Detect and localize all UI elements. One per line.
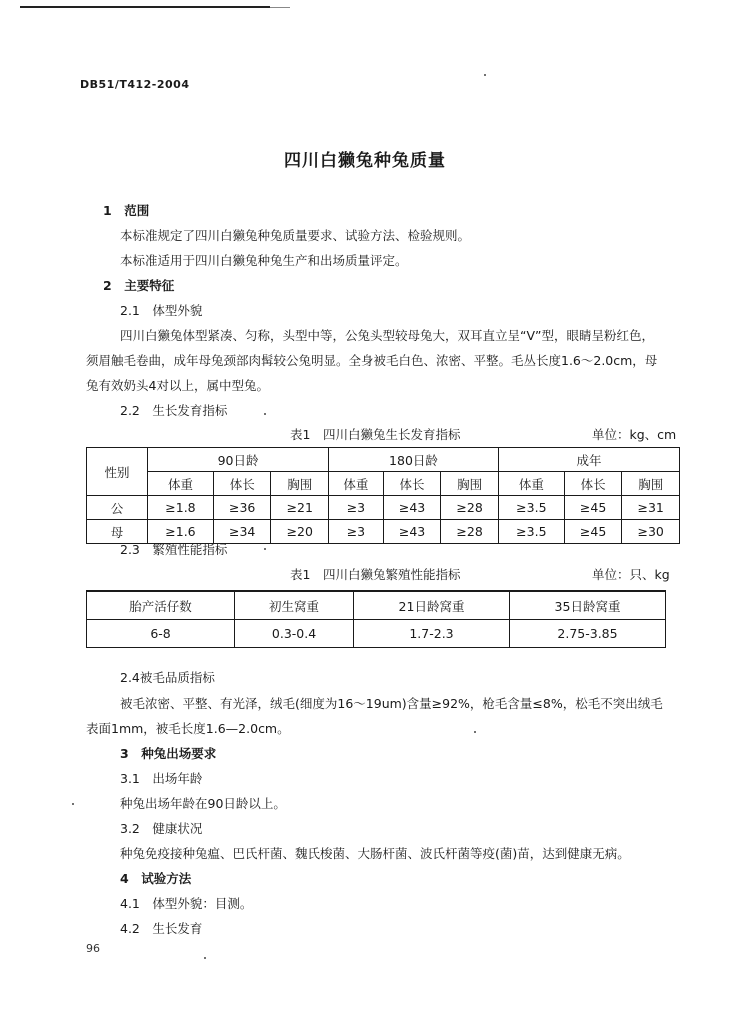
section-2-1-heading: 2.1 体型外貌 <box>120 303 203 318</box>
table-cell: ≥1.8 <box>148 496 214 520</box>
page-number: 96 <box>86 942 100 955</box>
section-3-1-text: 种兔出场年龄在90日龄以上。 <box>120 796 286 811</box>
table-header: 胎产活仔数 <box>87 591 235 620</box>
section-4-2-heading: 4.2 生长发育 <box>120 921 203 936</box>
scan-speck <box>204 957 206 959</box>
table-row-male <box>87 496 680 520</box>
table-subheader: 胸围 <box>622 472 680 496</box>
section-4-heading: 4 试验方法 <box>120 871 192 886</box>
reproduction-index-table <box>86 590 666 648</box>
standard-code: DB51/T412-2004 <box>80 78 190 91</box>
section-2-4-heading: 2.4被毛品质指标 <box>120 670 215 685</box>
table-subheader: 体重 <box>148 472 214 496</box>
table-cell: ≥31 <box>622 496 680 520</box>
table-cell: ≥36 <box>213 496 271 520</box>
table-cell: 1.7-2.3 <box>354 620 510 648</box>
top-rule-thin <box>270 7 290 8</box>
table-header-row <box>87 591 666 620</box>
section-2-4-line-2: 表面1mm，被毛长度1.6—2.0cm。 <box>86 721 290 736</box>
scan-speck <box>264 413 266 415</box>
table-cell: ≥43 <box>383 520 441 544</box>
table-cell: ≥20 <box>271 520 329 544</box>
table-header-row <box>87 448 680 472</box>
section-2-1-line-2: 须眉触毛卷曲，成年母兔颈部肉髯较公兔明显。全身被毛白色、浓密、平整。毛丛长度1.6～2.0cm，母 <box>86 353 658 368</box>
table-header: 初生窝重 <box>235 591 354 620</box>
table-subheader: 体长 <box>383 472 441 496</box>
table-subheader: 体重 <box>329 472 384 496</box>
table-cell: ≥45 <box>564 520 622 544</box>
section-1-heading: 1 范围 <box>103 203 150 218</box>
table-cell: ≥45 <box>564 496 622 520</box>
table-cell: ≥21 <box>271 496 329 520</box>
table-cell: ≥3 <box>329 520 384 544</box>
table-2-caption: 表1 四川白獭兔繁殖性能指标 <box>290 567 461 582</box>
table-header-age-90: 90日龄 <box>148 448 329 472</box>
table-subheader-row <box>87 472 680 496</box>
scan-speck <box>72 803 74 805</box>
table-header: 35日龄窝重 <box>510 591 666 620</box>
table-header-sex: 性别 <box>87 448 148 496</box>
table-subheader: 体重 <box>498 472 564 496</box>
scan-speck <box>474 731 476 733</box>
table-cell: ≥28 <box>441 520 499 544</box>
section-2-1-line-1: 四川白獭兔体型紧凑、匀称，头型中等，公兔头型较母兔大，双耳直立呈“V”型，眼睛呈粉红色， <box>120 328 655 343</box>
table-header: 21日龄窝重 <box>354 591 510 620</box>
table-subheader: 体长 <box>564 472 622 496</box>
table-cell: ≥3.5 <box>498 496 564 520</box>
table-2-unit: 单位：只、kg <box>592 567 670 582</box>
section-3-2-text: 种兔免疫接种兔瘟、巴氏杆菌、魏氏梭菌、大肠杆菌、波氏杆菌等疫(菌)苗，达到健康无病。 <box>120 846 630 861</box>
table-cell-sex: 公 <box>87 496 148 520</box>
table-subheader: 胸围 <box>441 472 499 496</box>
table-cell: 0.3-0.4 <box>235 620 354 648</box>
section-2-heading: 2 主要特征 <box>103 278 175 293</box>
section-2-2-heading: 2.2 生长发育指标 <box>120 403 228 418</box>
table-cell: ≥3.5 <box>498 520 564 544</box>
table-cell-sex: 母 <box>87 520 148 544</box>
section-1-paragraph-2: 本标准适用于四川白獭兔种兔生产和出场质量评定。 <box>120 253 408 268</box>
growth-index-table <box>86 447 680 544</box>
section-2-3-heading: 2.3 繁殖性能指标 <box>120 542 228 557</box>
table-header-age-180: 180日龄 <box>329 448 499 472</box>
table-cell: 6-8 <box>87 620 235 648</box>
table-cell: ≥28 <box>441 496 499 520</box>
section-3-1-heading: 3.1 出场年龄 <box>120 771 203 786</box>
table-subheader: 体长 <box>213 472 271 496</box>
section-2-4-line-1: 被毛浓密、平整、有光泽，绒毛(细度为16～19um)含量≥92%，枪毛含量≤8%，松毛不突出绒毛 <box>120 696 663 711</box>
section-2-1-line-3: 兔有效奶头4对以上，属中型兔。 <box>86 378 269 393</box>
table-header-age-adult: 成年 <box>498 448 679 472</box>
table-cell: ≥3 <box>329 496 384 520</box>
scan-speck <box>484 74 486 76</box>
section-1-paragraph-1: 本标准规定了四川白獭兔种兔质量要求、试验方法、检验规则。 <box>120 228 471 243</box>
section-3-2-heading: 3.2 健康状况 <box>120 821 203 836</box>
table-subheader: 胸围 <box>271 472 329 496</box>
section-4-1-text: 4.1 体型外貌：目测。 <box>120 896 253 911</box>
section-3-heading: 3 种兔出场要求 <box>120 746 217 761</box>
table-cell: ≥30 <box>622 520 680 544</box>
table-row <box>87 620 666 648</box>
table-cell: 2.75-3.85 <box>510 620 666 648</box>
table-1-unit: 单位：kg、cm <box>592 427 677 442</box>
table-cell: ≥1.6 <box>148 520 214 544</box>
top-rule <box>20 6 270 8</box>
table-cell: ≥34 <box>213 520 271 544</box>
table-cell: ≥43 <box>383 496 441 520</box>
document-title: 四川白獭兔种兔质量 <box>284 151 446 171</box>
table-1-caption: 表1 四川白獭兔生长发育指标 <box>290 427 461 442</box>
scan-speck <box>264 548 266 550</box>
